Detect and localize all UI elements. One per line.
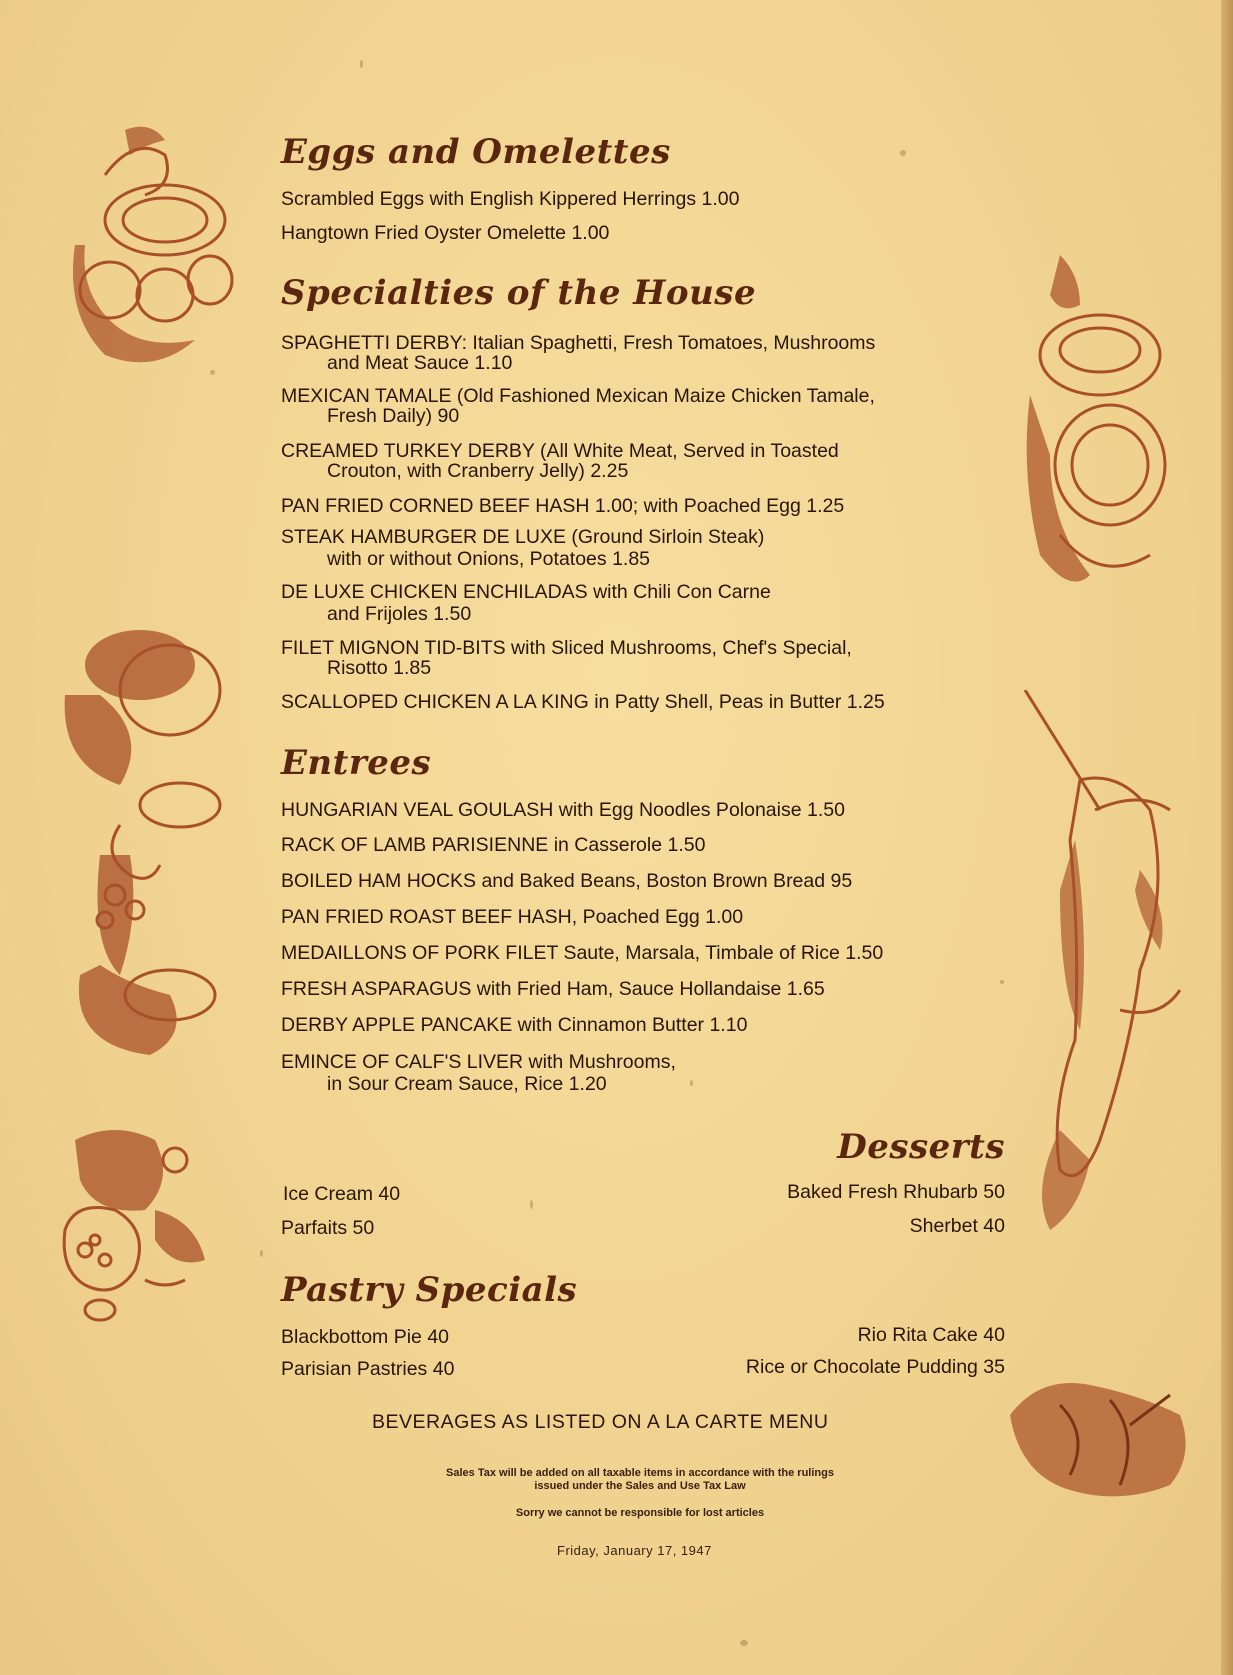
menu-item: Scrambled Eggs with English Kippered Herrings 1.00	[281, 188, 740, 210]
menu-item-continuation: and Frijoles 1.50	[327, 603, 472, 625]
pastry-item: Rio Rita Cake 40	[857, 1324, 1005, 1346]
menu-item-continuation: Fresh Daily) 90	[327, 405, 460, 427]
menu-item: BOILED HAM HOCKS and Baked Beans, Boston Brown Bread 95	[281, 870, 853, 892]
roast-illustration	[1010, 1375, 1200, 1505]
eggs-heading: Eggs and Omelettes	[281, 132, 671, 172]
dessert-item: Ice Cream 40	[283, 1183, 401, 1205]
menu-item: Hangtown Fried Oyster Omelette 1.00	[281, 222, 610, 244]
paper-speck	[260, 1250, 263, 1257]
menu-item: MEDAILLONS OF PORK FILET Saute, Marsala, Timbale of Rice 1.50	[281, 942, 884, 964]
desserts-heading: Desserts	[837, 1127, 1005, 1167]
specialties-heading: Specialties of the House	[281, 273, 757, 313]
menu-item-continuation: and Meat Sauce 1.10	[327, 352, 513, 374]
paper-speck	[900, 150, 906, 156]
paper-speck	[740, 1640, 748, 1646]
fish-illustration	[1020, 690, 1190, 1250]
menu-item: DERBY APPLE PANCAKE with Cinnamon Butter 1.10	[281, 1014, 748, 1036]
entrees-heading: Entrees	[281, 743, 432, 783]
dessert-item: Baked Fresh Rhubarb 50	[787, 1181, 1005, 1203]
dessert-item: Parfaits 50	[281, 1217, 375, 1239]
menu-item-continuation: with or without Onions, Potatoes 1.85	[327, 548, 651, 570]
pastry-item: Blackbottom Pie 40	[281, 1326, 450, 1348]
tax-note-line1: Sales Tax will be added on all taxable items in accordance with the rulings	[446, 1467, 834, 1479]
eggs-bowl-illustration	[55, 125, 235, 375]
menu-item: RACK OF LAMB PARISIENNE in Casserole 1.50	[281, 834, 706, 856]
page-edge	[1221, 0, 1233, 1675]
menu-item: DE LUXE CHICKEN ENCHILADAS with Chili Con Carne	[281, 581, 771, 603]
menu-date: Friday, January 17, 1947	[557, 1543, 712, 1558]
paper-speck	[530, 1200, 533, 1209]
beverages-note: BEVERAGES AS LISTED ON A LA CARTE MENU	[372, 1411, 829, 1433]
paper-speck	[360, 60, 363, 68]
menu-item: CREAMED TURKEY DERBY (All White Meat, Served in Toasted	[281, 440, 839, 462]
lost-articles-note: Sorry we cannot be responsible for lost articles	[515, 1507, 765, 1519]
vegetables-illustration	[60, 615, 230, 1065]
menu-item: FILET MIGNON TID-BITS with Sliced Mushrooms, Chef's Special,	[281, 637, 852, 659]
menu-item: EMINCE OF CALF'S LIVER with Mushrooms,	[281, 1051, 676, 1073]
menu-item: SCALLOPED CHICKEN A LA KING in Patty Shell, Peas in Butter 1.25	[281, 691, 885, 713]
baked-potato-illustration	[1020, 255, 1190, 635]
menu-item: PAN FRIED ROAST BEEF HASH, Poached Egg 1.00	[281, 906, 744, 928]
menu-item: FRESH ASPARAGUS with Fried Ham, Sauce Hollandaise 1.65	[281, 978, 825, 1000]
menu-item: MEXICAN TAMALE (Old Fashioned Mexican Maize Chicken Tamale,	[281, 385, 875, 407]
menu-item-continuation: Risotto 1.85	[327, 657, 432, 679]
pastry-illustration	[55, 1120, 215, 1330]
pastry-item: Parisian Pastries 40	[281, 1358, 455, 1380]
pastry-item: Rice or Chocolate Pudding 35	[745, 1356, 1005, 1378]
paper-speck	[690, 1080, 693, 1086]
menu-item-continuation: in Sour Cream Sauce, Rice 1.20	[327, 1073, 607, 1095]
menu-item-continuation: Crouton, with Cranberry Jelly) 2.25	[327, 460, 629, 482]
paper-speck	[1000, 980, 1004, 984]
menu-item: PAN FRIED CORNED BEEF HASH 1.00; with Poached Egg 1.25	[281, 495, 845, 517]
pastry-heading: Pastry Specials	[281, 1270, 578, 1310]
tax-note-line2: issued under the Sales and Use Tax Law	[534, 1480, 746, 1492]
menu-item: STEAK HAMBURGER DE LUXE (Ground Sirloin Steak)	[281, 526, 765, 548]
menu-item: HUNGARIAN VEAL GOULASH with Egg Noodles Polonaise 1.50	[281, 799, 845, 821]
dessert-item: Sherbet 40	[909, 1215, 1005, 1237]
menu-item: SPAGHETTI DERBY: Italian Spaghetti, Fresh Tomatoes, Mushrooms	[281, 332, 876, 354]
